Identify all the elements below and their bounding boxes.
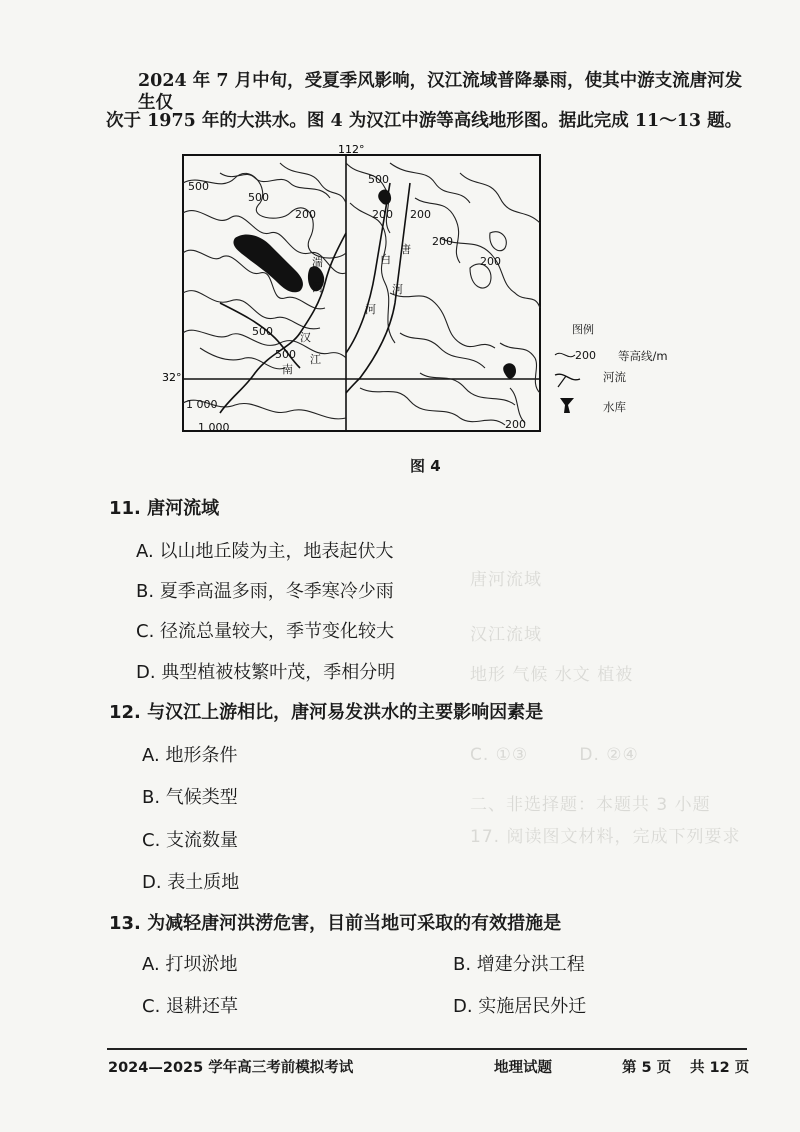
svg-text:河: 河 bbox=[392, 283, 403, 296]
question-13-stem: 13. 为减轻唐河洪涝危害，目前当地可采取的有效措施是 bbox=[109, 913, 562, 934]
intro-line-1: 2024 年 7 月中旬，受夏季风影响，汉江流域普降暴雨，使其中游支流唐河发生仅 bbox=[138, 71, 743, 113]
legend-contour-unit: 等高线/m bbox=[618, 349, 668, 363]
bleed-through-text: 唐河流域 bbox=[470, 570, 542, 590]
footer-page-number: 第 5 页 bbox=[622, 1060, 672, 1076]
reservoir-danjiangkou bbox=[233, 234, 303, 292]
footer-exam-title: 2024—2025 学年高三考前模拟考试 bbox=[108, 1060, 354, 1076]
svg-text:200: 200 bbox=[372, 208, 393, 221]
bleed-through-text: 二、非选择题：本题共 3 小题 bbox=[470, 795, 711, 815]
svg-text:南: 南 bbox=[282, 363, 293, 376]
footer-total-pages: 共 12 页 bbox=[690, 1060, 750, 1076]
svg-text:500: 500 bbox=[275, 348, 296, 361]
question-12-stem: 12. 与汉江上游相比，唐河易发洪水的主要影响因素是 bbox=[109, 702, 544, 723]
lon-label: 112° bbox=[338, 143, 365, 156]
legend-reservoir-label: 水库 bbox=[603, 400, 626, 414]
footer-subject: 地理试题 bbox=[494, 1060, 552, 1076]
svg-text:江: 江 bbox=[310, 353, 321, 366]
question-13-option-c[interactable]: C. 退耕还草 bbox=[142, 996, 239, 1017]
svg-text:河: 河 bbox=[365, 303, 376, 316]
svg-text:200: 200 bbox=[410, 208, 431, 221]
bleed-through-text: C. ①③ D. ②④ bbox=[470, 745, 639, 765]
svg-text:200: 200 bbox=[505, 418, 526, 431]
contour-lines bbox=[183, 163, 540, 425]
svg-text:湍: 湍 bbox=[312, 256, 323, 269]
svg-text:200: 200 bbox=[480, 255, 501, 268]
svg-text:500: 500 bbox=[252, 325, 273, 338]
figure-caption: 图 4 bbox=[410, 457, 441, 475]
question-13-option-a[interactable]: A. 打坝淤地 bbox=[142, 954, 238, 975]
svg-text:1 000: 1 000 bbox=[198, 421, 230, 434]
svg-text:唐: 唐 bbox=[400, 243, 411, 256]
contour-map bbox=[160, 143, 600, 443]
svg-text:200: 200 bbox=[432, 235, 453, 248]
question-11-option-c[interactable]: C. 径流总量较大，季节变化较大 bbox=[136, 621, 395, 642]
question-13-option-b[interactable]: B. 增建分洪工程 bbox=[453, 954, 585, 975]
svg-text:500: 500 bbox=[368, 173, 389, 186]
legend-contour-label: 200 bbox=[575, 349, 596, 362]
legend-title: 图例 bbox=[572, 323, 594, 336]
bleed-through-text: 汉江流域 bbox=[470, 625, 542, 645]
lat-label: 32° bbox=[162, 371, 182, 384]
svg-text:500: 500 bbox=[188, 180, 209, 193]
footer-rule bbox=[107, 1048, 747, 1050]
intro-line-2: 次于 1975 年的大洪水。图 4 为汉江中游等高线地形图。据此完成 11～13 题。 bbox=[106, 111, 743, 131]
map-frame bbox=[183, 155, 540, 431]
bleed-through-text: 17. 阅读图文材料，完成下列要求 bbox=[470, 827, 741, 847]
svg-text:汉: 汉 bbox=[300, 331, 311, 344]
contour-map-figure bbox=[160, 143, 600, 443]
svg-text:500: 500 bbox=[248, 191, 269, 204]
svg-text:白: 白 bbox=[380, 253, 391, 266]
svg-text:1 000: 1 000 bbox=[186, 398, 218, 411]
question-11-option-a[interactable]: A. 以山地丘陵为主，地表起伏大 bbox=[136, 541, 394, 562]
question-12-option-d[interactable]: D. 表土质地 bbox=[142, 872, 240, 893]
legend-river-label: 河流 bbox=[603, 370, 626, 384]
question-11-option-d[interactable]: D. 典型植被枝繁叶茂，季相分明 bbox=[136, 662, 396, 683]
reservoir-4 bbox=[503, 363, 516, 378]
svg-text:河: 河 bbox=[312, 281, 323, 294]
svg-text:200: 200 bbox=[295, 208, 316, 221]
question-12-option-a[interactable]: A. 地形条件 bbox=[142, 745, 238, 766]
question-12-option-c[interactable]: C. 支流数量 bbox=[142, 830, 239, 851]
question-13-option-d[interactable]: D. 实施居民外迁 bbox=[453, 996, 587, 1017]
question-11-stem: 11. 唐河流域 bbox=[109, 498, 220, 519]
question-11-option-b[interactable]: B. 夏季高温多雨，冬季寒冷少雨 bbox=[136, 581, 394, 602]
map-legend bbox=[555, 322, 596, 413]
question-12-option-b[interactable]: B. 气候类型 bbox=[142, 787, 238, 808]
bleed-through-text: 地形 气候 水文 植被 bbox=[470, 665, 634, 685]
